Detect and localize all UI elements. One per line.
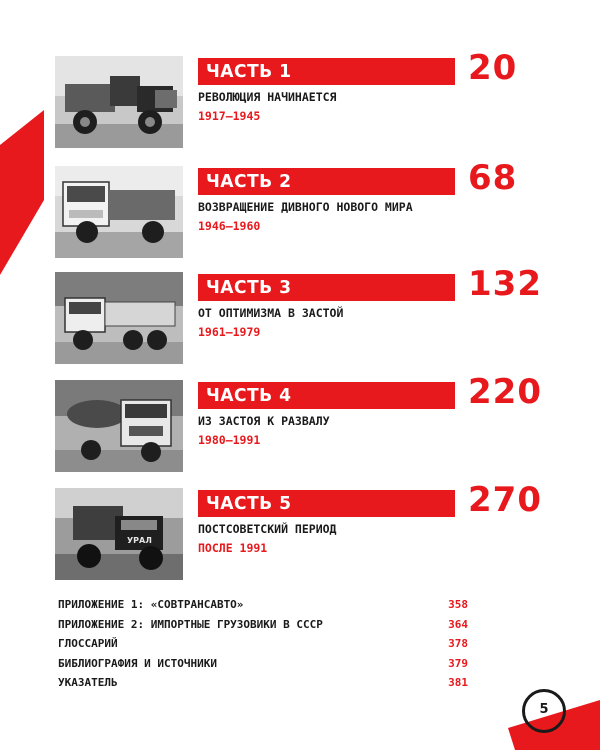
part-banner: [198, 382, 455, 409]
page-number-badge: [522, 689, 566, 733]
part-banner: [198, 168, 455, 195]
appendix-page: 379: [448, 656, 468, 670]
part-entry-1[interactable]: [55, 48, 555, 166]
part-label: ЧАСТЬ 4: [206, 385, 292, 406]
appendix-page: 358: [448, 598, 468, 611]
part-label: ЧАСТЬ 3: [206, 277, 292, 298]
part-entry-3[interactable]: [55, 264, 555, 382]
truck-photo-5: [55, 488, 183, 580]
part-banner: [198, 58, 455, 85]
part-title: ОТ ОПТИМИЗМА В ЗАСТОЙ: [198, 306, 344, 320]
part-banner: [198, 274, 455, 301]
appendix-item[interactable]: [58, 676, 468, 696]
part-title: РЕВОЛЮЦИЯ НАЧИНАЕТСЯ: [198, 90, 337, 104]
appendix-label: ПРИЛОЖЕНИЕ 2: ИМПОРТНЫЕ ГРУЗОВИКИ В СССР: [58, 617, 323, 631]
part-page-number: 68: [468, 158, 518, 198]
part-page-number: 20: [468, 48, 518, 88]
appendix-page: 378: [448, 637, 468, 650]
appendix-item[interactable]: [58, 598, 468, 618]
part-page-number: 132: [468, 264, 542, 304]
part-title: ИЗ ЗАСТОЯ К РАЗВАЛУ: [198, 414, 330, 428]
appendix-list: [58, 598, 468, 696]
part-title: ВОЗВРАЩЕНИЕ ДИВНОГО НОВОГО МИРА: [198, 200, 413, 214]
appendix-item[interactable]: [58, 618, 468, 638]
appendix-page: 381: [448, 676, 468, 689]
part-entry-2[interactable]: [55, 158, 555, 276]
part-label: ЧАСТЬ 1: [206, 61, 292, 82]
part-entry-4[interactable]: [55, 372, 555, 490]
part-label: ЧАСТЬ 5: [206, 493, 292, 514]
appendix-item[interactable]: [58, 657, 468, 677]
part-page-number: 220: [468, 372, 542, 412]
part-entry-5[interactable]: [55, 480, 555, 598]
page-number: 5: [539, 702, 549, 717]
part-label: ЧАСТЬ 2: [206, 171, 292, 192]
part-years: ПОСЛЕ 1991: [198, 541, 268, 555]
part-title: ПОСТСОВЕТСКИЙ ПЕРИОД: [198, 522, 337, 536]
part-years: 1961–1979: [198, 325, 261, 339]
truck-photo-1: [55, 56, 183, 148]
part-years: 1980–1991: [198, 433, 261, 447]
appendix-label: УКАЗАТЕЛЬ: [58, 676, 118, 689]
truck-photo-3: [55, 272, 183, 364]
red-wedge-left: [0, 40, 60, 280]
appendix-page: 364: [448, 617, 468, 631]
part-banner: [198, 490, 455, 517]
appendix-label: ГЛОССАРИЙ: [58, 637, 118, 650]
truck-photo-4: [55, 380, 183, 472]
appendix-label: БИБЛИОГРАФИЯ И ИСТОЧНИКИ: [58, 656, 217, 670]
part-years: 1917–1945: [198, 109, 261, 123]
part-years: 1946–1960: [198, 219, 261, 233]
part-page-number: 270: [468, 480, 542, 520]
appendix-label: ПРИЛОЖЕНИЕ 1: «СОВТРАНСАВТО»: [58, 598, 244, 611]
appendix-item[interactable]: [58, 637, 468, 657]
truck-plate-text: УРАЛ: [127, 536, 152, 545]
truck-photo-2: [55, 166, 183, 258]
